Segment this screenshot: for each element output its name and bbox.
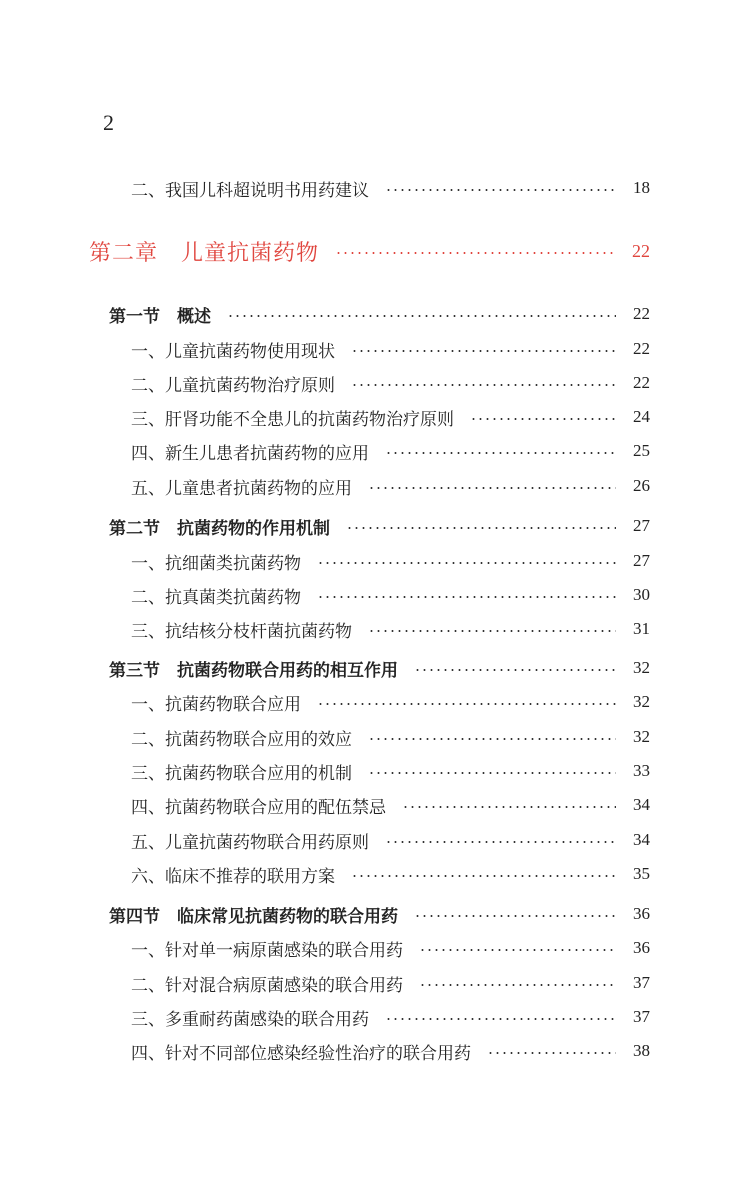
toc-entry-page: 22	[633, 304, 650, 323]
toc-entry-title: 四、抗菌药物联合应用的配伍禁忌	[131, 797, 386, 818]
toc-entry-item	[131, 439, 650, 463]
dot-leader	[351, 875, 616, 877]
toc-entry-section	[109, 902, 650, 926]
toc-entry-section	[109, 656, 650, 680]
dot-leader	[487, 1052, 616, 1054]
toc-entry-page: 25	[633, 441, 650, 460]
toc-entry-page: 30	[633, 585, 650, 604]
toc-entry-title: 一、儿童抗菌药物使用现状	[131, 341, 335, 362]
dot-leader	[368, 738, 616, 740]
toc-entry-item	[131, 474, 650, 498]
dot-leader	[368, 487, 616, 489]
toc-entry-title: 五、儿童抗菌药物联合用药原则	[131, 832, 369, 853]
toc-entry-page: 22	[632, 240, 650, 261]
toc-entry-title: 第二章 儿童抗菌药物	[89, 240, 320, 266]
toc-entry-page: 37	[633, 973, 650, 992]
toc-entry-page: 26	[633, 476, 650, 495]
toc-entry-page: 33	[633, 761, 650, 780]
toc-entry-item	[131, 759, 650, 783]
toc-entry-title: 二、抗真菌类抗菌药物	[131, 587, 301, 608]
dot-leader	[419, 984, 616, 986]
toc-entry-section	[109, 514, 650, 538]
toc-entry-title: 三、多重耐药菌感染的联合用药	[131, 1009, 369, 1030]
dot-leader	[414, 669, 616, 671]
toc-entry-title: 第一节 概述	[109, 306, 211, 327]
toc-entry-item	[131, 1039, 650, 1063]
toc-entry-page: 18	[633, 178, 650, 197]
toc-entry-page: 36	[633, 938, 650, 957]
toc-entry-item	[131, 690, 650, 714]
dot-leader	[317, 562, 616, 564]
toc-entry-item	[131, 371, 650, 395]
toc-entry-item	[131, 862, 650, 886]
toc-entry-title: 一、抗细菌类抗菌药物	[131, 553, 301, 574]
toc-entry-page: 27	[633, 551, 650, 570]
toc-entry-page: 32	[633, 727, 650, 746]
dot-leader	[419, 949, 616, 951]
dot-leader	[385, 189, 616, 191]
toc-entry-page: 31	[633, 619, 650, 638]
toc-entry-item	[131, 405, 650, 429]
dot-leader	[317, 596, 616, 598]
toc-entry-page: 24	[633, 407, 650, 426]
dot-leader	[470, 418, 616, 420]
toc-entry-title: 第四节 临床常见抗菌药物的联合用药	[109, 906, 398, 927]
toc-entry-chapter	[89, 236, 650, 266]
toc-entry-title: 一、抗菌药物联合应用	[131, 694, 301, 715]
dot-leader	[227, 315, 616, 317]
toc-entry-page: 34	[633, 830, 650, 849]
toc-entry-title: 五、儿童患者抗菌药物的应用	[131, 478, 352, 499]
toc-entry-title: 六、临床不推荐的联用方案	[131, 866, 335, 887]
toc-entry-page: 35	[633, 864, 650, 883]
toc-entry-title: 二、儿童抗菌药物治疗原则	[131, 375, 335, 396]
toc-entry-page: 32	[633, 658, 650, 677]
toc-entry-section	[109, 302, 650, 326]
dot-leader	[368, 772, 616, 774]
dot-leader	[351, 384, 616, 386]
toc-entry-item	[131, 583, 650, 607]
toc-entry-title: 二、我国儿科超说明书用药建议	[131, 180, 369, 201]
toc-entry-title: 四、针对不同部位感染经验性治疗的联合用药	[131, 1043, 471, 1064]
toc-entry-title: 第二节 抗菌药物的作用机制	[109, 518, 330, 539]
dot-leader	[385, 841, 616, 843]
toc-entry-title: 二、针对混合病原菌感染的联合用药	[131, 975, 403, 996]
toc-entry-item	[131, 176, 650, 200]
toc-entry-item	[131, 617, 650, 641]
dot-leader	[385, 452, 616, 454]
toc-entry-page: 37	[633, 1007, 650, 1026]
toc-entry-item	[131, 1005, 650, 1029]
dot-leader	[402, 806, 616, 808]
toc-entry-page: 38	[633, 1041, 650, 1060]
toc-entry-title: 三、肝肾功能不全患儿的抗菌药物治疗原则	[131, 409, 454, 430]
dot-leader	[351, 350, 616, 352]
toc-entry-title: 四、新生儿患者抗菌药物的应用	[131, 443, 369, 464]
toc-entry-title: 三、抗结核分枝杆菌抗菌药物	[131, 621, 352, 642]
toc-entry-item	[131, 337, 650, 361]
toc-entry-item	[131, 549, 650, 573]
page-number: 2	[103, 110, 114, 135]
toc-entry-page: 22	[633, 339, 650, 358]
dot-leader	[368, 630, 616, 632]
dot-leader	[414, 915, 616, 917]
dot-leader	[317, 703, 616, 705]
toc-entry-item	[131, 793, 650, 817]
dot-leader	[346, 527, 616, 529]
dot-leader	[385, 1018, 616, 1020]
toc-entry-page: 34	[633, 795, 650, 814]
toc-entry-item	[131, 725, 650, 749]
toc-entry-item	[131, 971, 650, 995]
toc-entry-title: 一、针对单一病原菌感染的联合用药	[131, 940, 403, 961]
toc-entry-title: 三、抗菌药物联合应用的机制	[131, 763, 352, 784]
toc-entry-page: 36	[633, 904, 650, 923]
toc-entry-item	[131, 936, 650, 960]
toc-entry-item	[131, 828, 650, 852]
toc-entry-page: 27	[633, 516, 650, 535]
toc-entry-page: 32	[633, 692, 650, 711]
toc-entry-title: 二、抗菌药物联合应用的效应	[131, 729, 352, 750]
toc-entry-title: 第三节 抗菌药物联合用药的相互作用	[109, 660, 398, 681]
toc-entry-page: 22	[633, 373, 650, 392]
dot-leader	[335, 252, 616, 254]
